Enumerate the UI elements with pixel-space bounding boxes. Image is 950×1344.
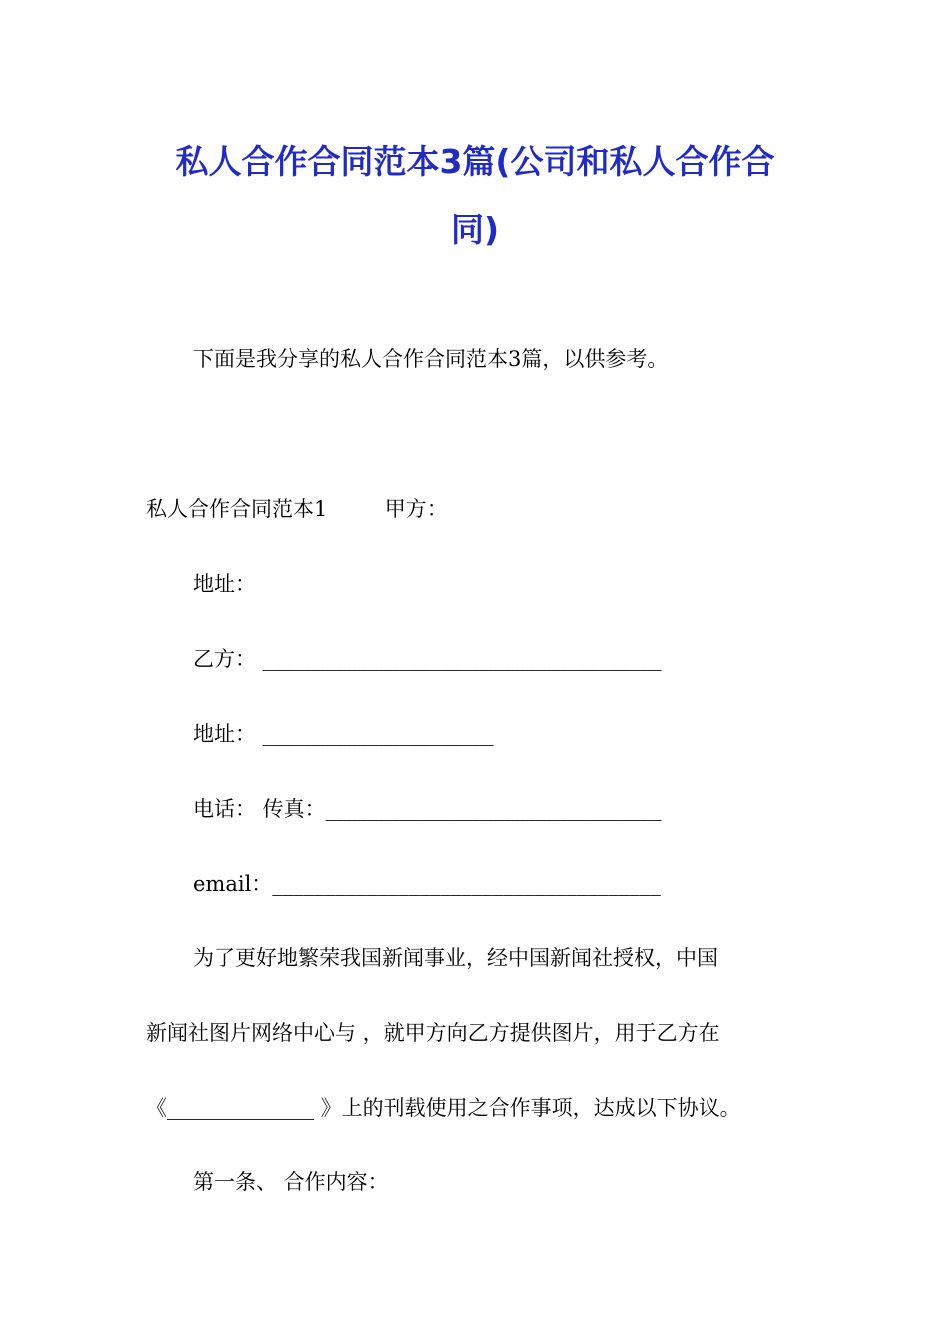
address-label-1: 地址： xyxy=(193,572,256,596)
section-heading: 私人合作合同范本1 xyxy=(146,497,328,521)
email-field: email：_____________________________________ xyxy=(193,872,661,896)
article-1-heading: 第一条、 合作内容： xyxy=(193,1170,389,1194)
title-line-2: 同) xyxy=(450,210,500,249)
body-paragraph-line-2: 新闻社图片网络中心与 ，就甲方向乙方提供图片，用于乙方在 xyxy=(146,1021,720,1045)
body-paragraph-line-1: 为了更好地繁荣我国新闻事业，经中国新闻社授权，中国 xyxy=(193,946,718,970)
section-heading-line xyxy=(146,494,448,524)
intro-paragraph: 下面是我分享的私人合作合同范本3篇，以供参考。 xyxy=(193,347,669,371)
party-b-field: 乙方： ______________________________________ xyxy=(193,647,662,671)
party-a-label: 甲方： xyxy=(384,497,448,521)
body-paragraph-line-3: 《______________ 》上的刊载使用之合作事项，达成以下协议。 xyxy=(146,1096,741,1120)
document-title xyxy=(120,128,830,264)
phone-fax-field: 电话： 传真：________________________________ xyxy=(193,797,662,821)
title-line-1: 私人合作合同范本3篇(公司和私人合作合 xyxy=(175,142,775,181)
address-field-2: 地址： ______________________ xyxy=(193,722,494,746)
